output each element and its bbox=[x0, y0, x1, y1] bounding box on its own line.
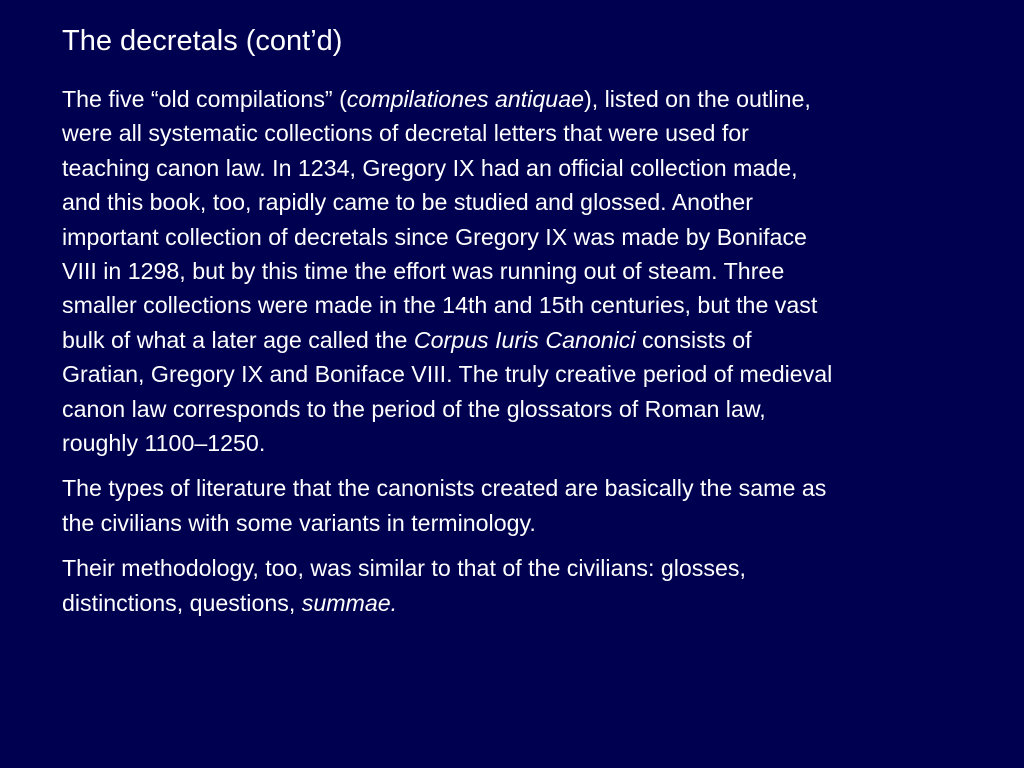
text-segment: consists of bbox=[635, 326, 752, 353]
text-segment: The five “old compilations” ( bbox=[62, 86, 347, 112]
text-segment: ), listed on the outline, bbox=[583, 86, 811, 112]
text-line bbox=[62, 288, 1010, 322]
italic-text: summae. bbox=[301, 589, 398, 616]
text-segment: smaller collections were made in the 14th and 15th centuries, but the vast bbox=[62, 292, 818, 319]
text-segment: distinctions, questions, bbox=[62, 589, 302, 616]
text-line bbox=[62, 82, 1010, 116]
paragraph-3 bbox=[62, 551, 1010, 620]
text-line bbox=[62, 323, 1010, 357]
text-line bbox=[62, 506, 1010, 540]
text-line bbox=[62, 586, 1010, 620]
text-segment: and this book, too, rapidly came to be studied and glossed. Another bbox=[62, 189, 753, 216]
text-segment: VIII in 1298, but by this time the effort was running out of steam. Three bbox=[62, 258, 785, 285]
slide-body bbox=[62, 82, 1010, 631]
text-segment: the civilians with some variants in terminology. bbox=[62, 509, 536, 536]
text-line bbox=[62, 151, 1010, 185]
text-segment: roughly 1100–1250. bbox=[62, 430, 266, 457]
text-line bbox=[62, 185, 1010, 219]
text-segment: canon law corresponds to the period of the glossators of Roman law, bbox=[62, 395, 766, 422]
text-line bbox=[62, 471, 1010, 505]
paragraph-1 bbox=[62, 82, 1010, 460]
text-line bbox=[62, 426, 1010, 460]
text-segment: were all systematic collections of decretal letters that were used for bbox=[62, 120, 749, 147]
text-line bbox=[62, 254, 1010, 288]
text-segment: Gratian, Gregory IX and Boniface VIII. The truly creative period of medieval bbox=[62, 361, 833, 388]
slide-title: The decretals (cont’d) bbox=[62, 25, 343, 57]
text-line bbox=[62, 551, 1010, 585]
text-line bbox=[62, 357, 1010, 391]
text-segment: teaching canon law. In 1234, Gregory IX had an official collection made, bbox=[62, 154, 798, 181]
text-segment: Their methodology, too, was similar to that of the civilians: glosses, bbox=[62, 555, 746, 582]
text-line bbox=[62, 392, 1010, 426]
text-segment: important collection of decretals since Gregory IX was made by Boniface bbox=[62, 223, 807, 250]
italic-text: compilationes antiquae bbox=[346, 86, 584, 112]
paragraph-2 bbox=[62, 471, 1010, 540]
text-segment: The types of literature that the canonists created are basically the same as bbox=[62, 475, 827, 502]
text-line bbox=[62, 220, 1010, 254]
italic-text: Corpus Iuris Canonici bbox=[413, 326, 636, 353]
text-segment: bulk of what a later age called the bbox=[62, 326, 414, 353]
text-line bbox=[62, 116, 1010, 150]
